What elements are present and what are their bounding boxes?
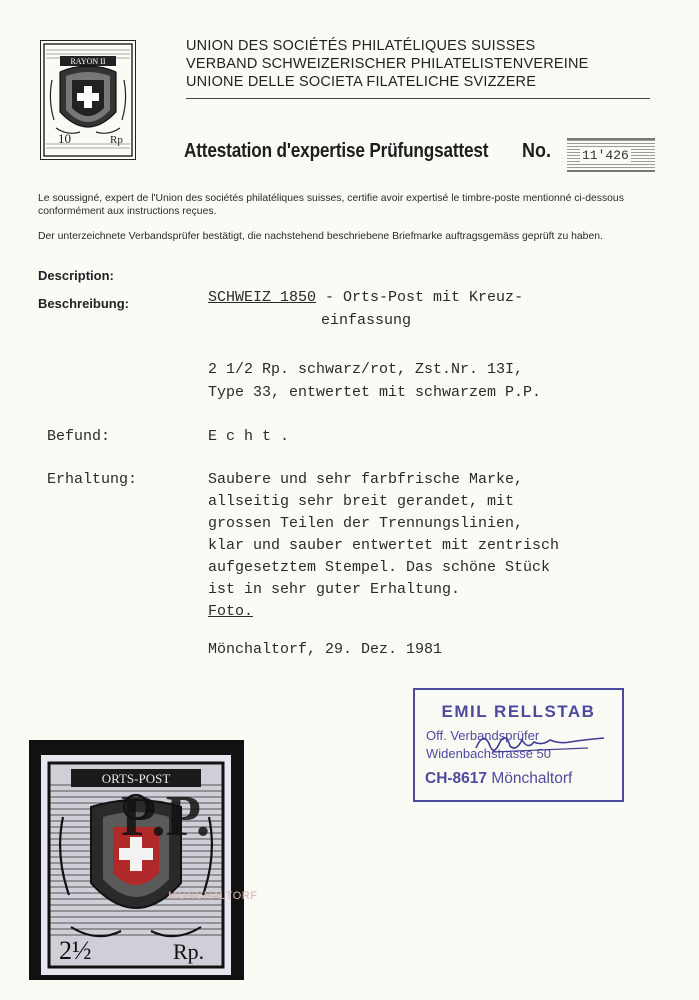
photo-value-right: Rp.	[173, 939, 205, 964]
description-label-de: Beschreibung:	[38, 296, 130, 311]
union-line-de: VERBAND SCHWEIZERISCHER PHILATELISTENVEREINE	[186, 56, 589, 72]
expert-signature	[470, 722, 610, 762]
photo-faint-postmark: MÖNCHALTORF	[168, 890, 258, 902]
header-rule	[186, 98, 650, 99]
erhaltung-line-3: grossen Teilen der Trennungslinien,	[208, 515, 524, 532]
befund-label: Befund:	[47, 428, 111, 445]
attest-number: 11'426	[582, 148, 629, 163]
rayon-stamp-logo	[40, 40, 136, 160]
logo-rayon-text: RAYON II	[70, 57, 106, 66]
intro-german: Der unterzeichnete Verbandsprüfer bestätigt, die nachstehend beschriebene Briefmarke auftragsgemäss geprüft zu haben.	[38, 231, 603, 242]
title-rest: - Orts-Post mit Kreuz-	[316, 289, 524, 306]
description-detail-1: 2 1/2 Rp. schwarz/rot, Zst.Nr. 13I,	[208, 361, 524, 378]
expert-title: Off. Verbandsprüfer	[426, 728, 540, 743]
attest-title: Attestation d'expertise Prüfungsattest	[184, 140, 489, 162]
place-date: Mönchaltorf, 29. Dez. 1981	[208, 641, 443, 658]
erhaltung-line-6: ist in sehr guter Erhaltung.	[208, 581, 461, 598]
expert-city	[425, 770, 572, 788]
expert-city-name: Mönchaltorf	[491, 770, 573, 787]
erhaltung-line-2: allseitig sehr breit gerandet, mit	[208, 493, 515, 510]
expert-street: Widenbachstrasse 50	[426, 746, 552, 761]
intro-french: Le soussigné, expert de l'Union des sociétés philatéliques suisses, certifie avoir expertisé le timbre-poste mentionné ci-dessous conformément aux instructions reçues.	[38, 193, 624, 217]
erhaltung-line-4: klar und sauber entwertet mit zentrisch	[208, 537, 560, 554]
erhaltung-line-5: aufgesetztem Stempel. Das schöne Stück	[208, 559, 551, 576]
attest-no-label: No.	[522, 140, 551, 162]
expert-name: EMIL RELLSTAB	[441, 702, 596, 721]
union-line-fr: UNION DES SOCIÉTÉS PHILATÉLIQUES SUISSES	[186, 38, 536, 54]
description-title-cont: einfassung	[321, 312, 412, 329]
union-line-it: UNIONE DELLE SOCIETA FILATELICHE SVIZZERE	[186, 74, 537, 90]
description-title	[208, 289, 523, 306]
stamp-photo	[41, 755, 231, 975]
description-label-fr: Description:	[38, 268, 114, 283]
logo-value-right: Rp	[110, 134, 123, 146]
erhaltung-label: Erhaltung:	[47, 471, 138, 488]
photo-value-left: 2½	[59, 936, 92, 965]
description-detail-2: Type 33, entwertet mit schwarzem P.P.	[208, 384, 542, 401]
foto-note: Foto.	[208, 603, 254, 620]
photo-overprint: P.P.	[121, 783, 211, 848]
erhaltung-line-1: Saubere und sehr farbfrische Marke,	[208, 471, 524, 488]
photo-top-text: ORTS-POST	[101, 771, 171, 786]
befund-value: E c h t .	[208, 428, 290, 445]
country-year: SCHWEIZ 1850	[208, 289, 317, 306]
expert-postcode: CH-8617	[425, 770, 488, 787]
logo-value-left: 10	[58, 131, 71, 146]
